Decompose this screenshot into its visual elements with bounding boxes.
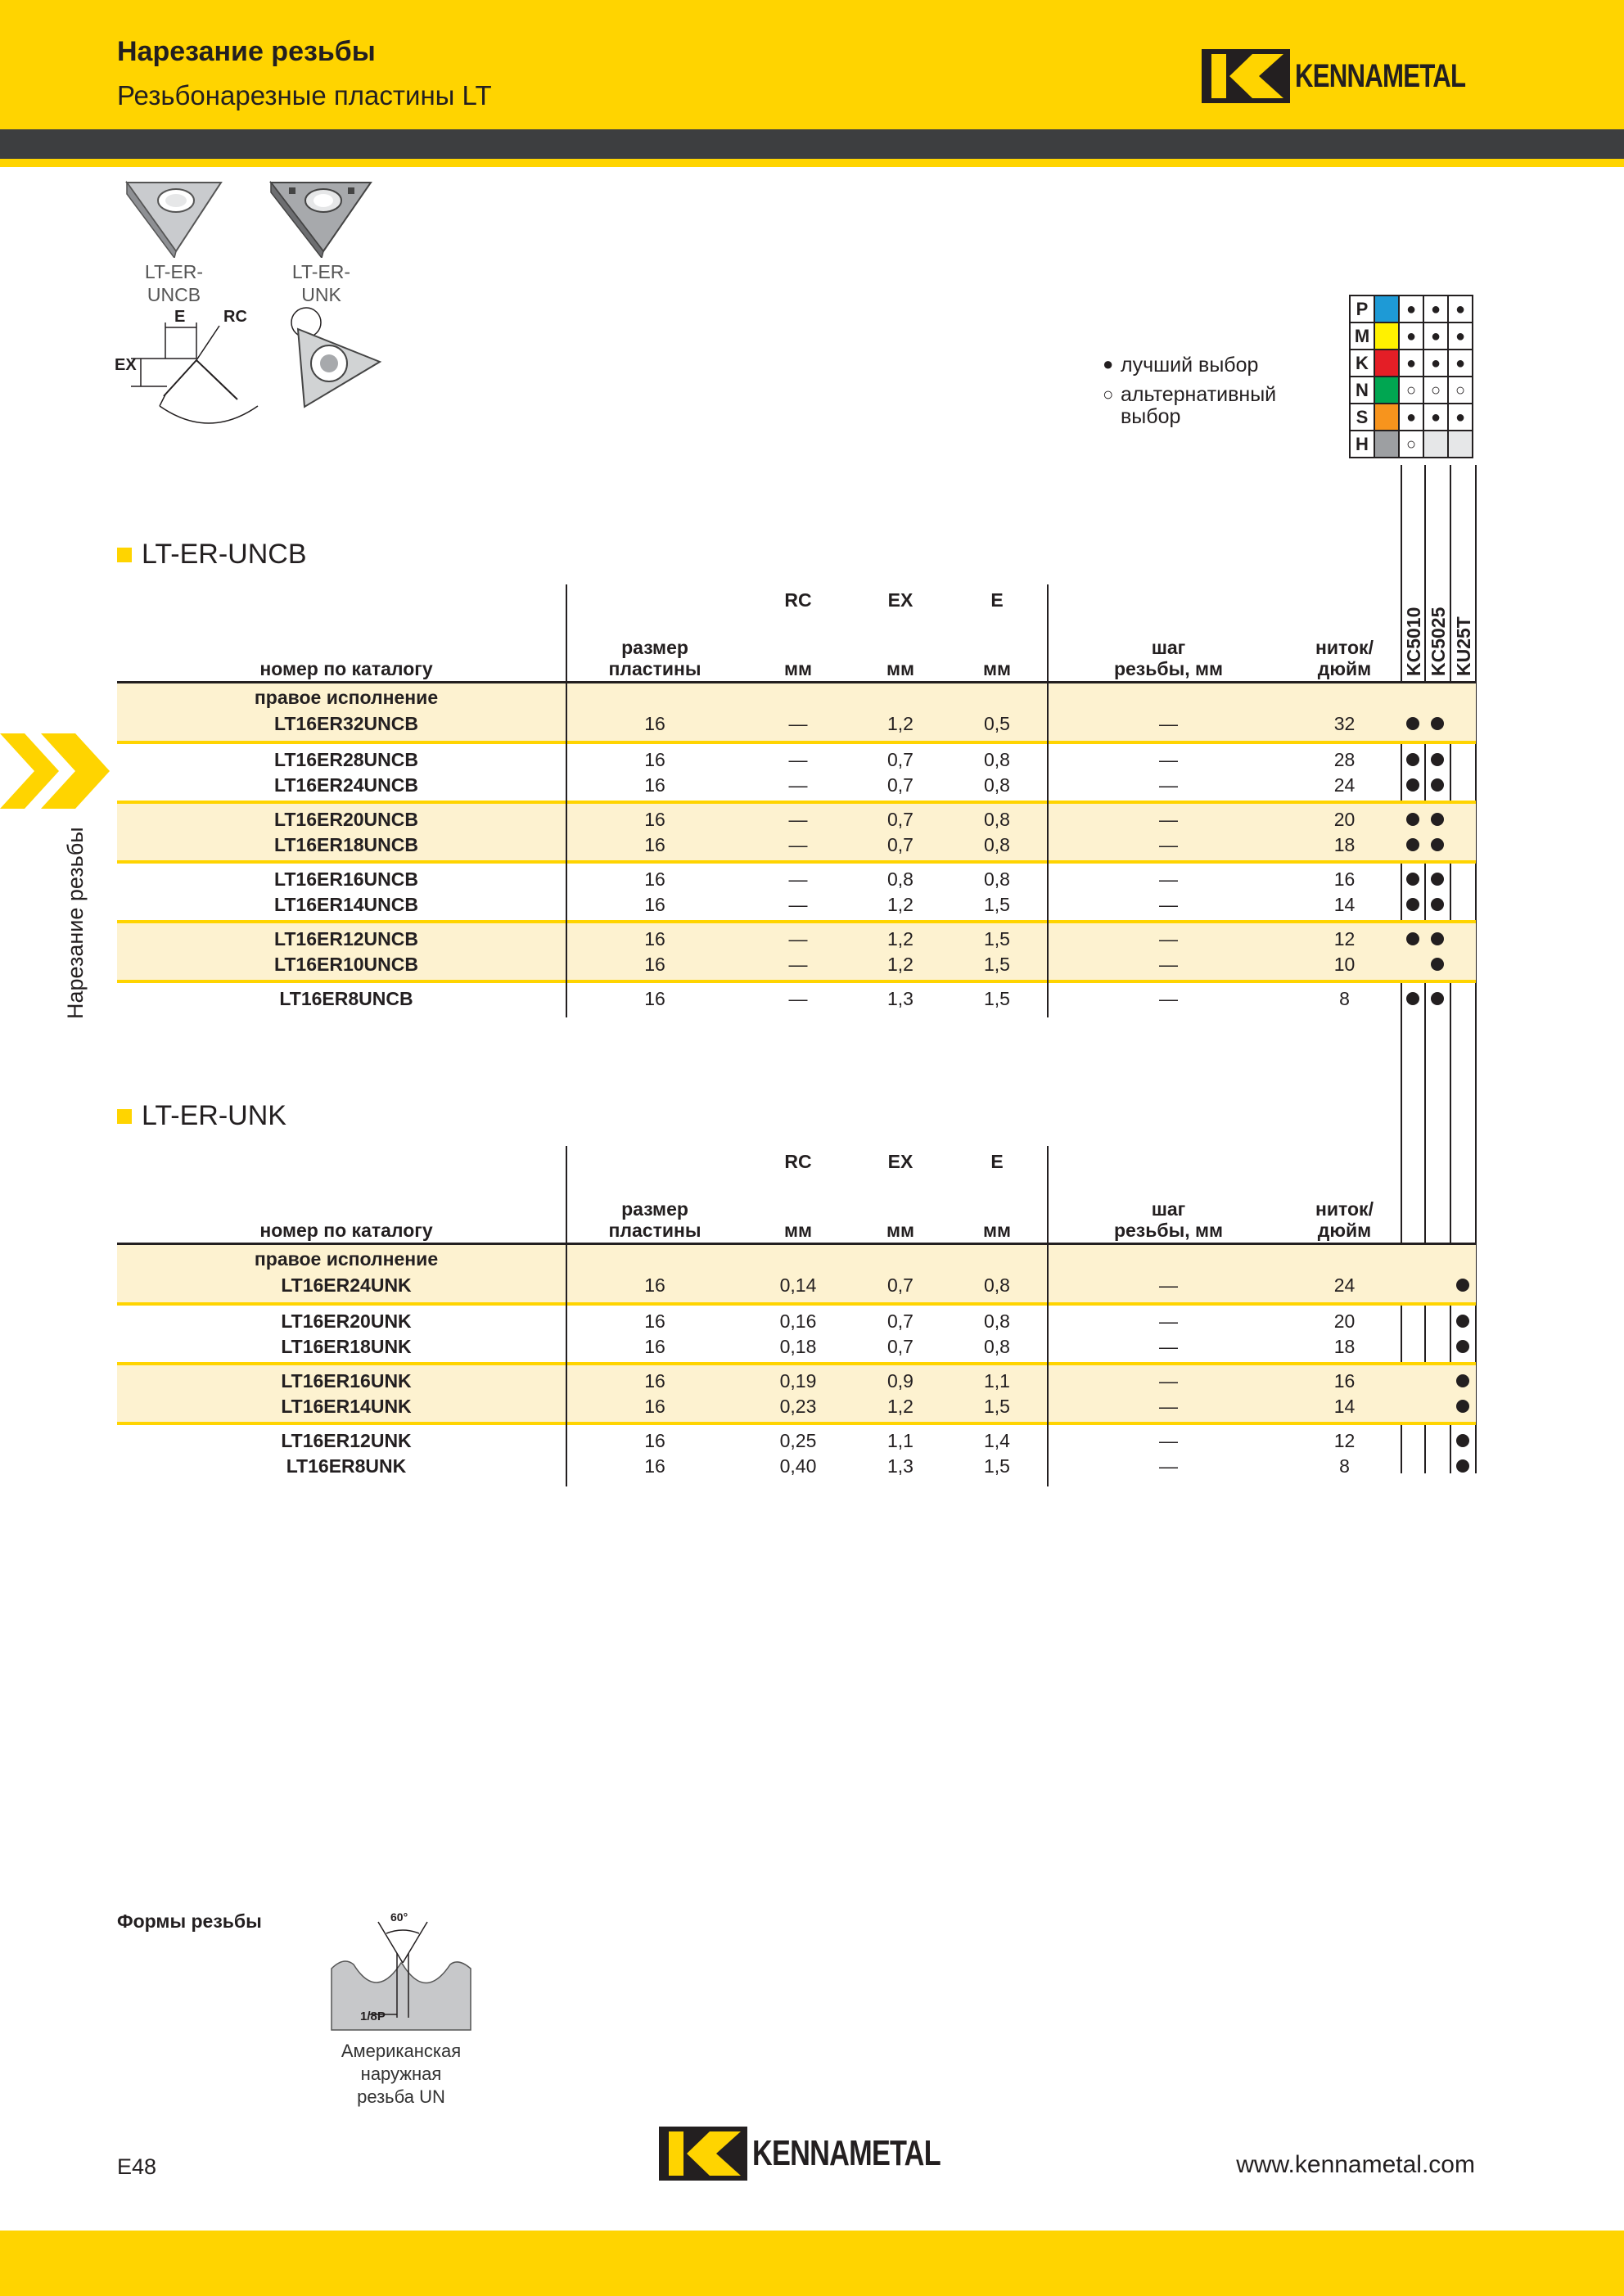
pitch-value: — bbox=[1159, 834, 1178, 855]
header-pitch: шаг резьбы, мм bbox=[1113, 1198, 1224, 1241]
yellow-square-icon bbox=[117, 548, 132, 562]
ex-value: 1,1 bbox=[887, 1430, 914, 1451]
best-choice-dot-icon bbox=[1431, 753, 1444, 766]
header-catalog: номер по каталогу bbox=[259, 658, 433, 679]
catalog-number: LT16ER14UNK bbox=[281, 1396, 412, 1417]
tpi-value: 8 bbox=[1339, 988, 1350, 1009]
e-value: 0,5 bbox=[984, 713, 1010, 734]
header-yellow-stripe bbox=[0, 159, 1624, 167]
best-choice-dot-icon bbox=[1431, 873, 1444, 886]
rc-value: — bbox=[788, 954, 808, 975]
iso-color-swatch bbox=[1374, 350, 1399, 377]
e-value: 1,5 bbox=[984, 988, 1010, 1009]
e-value: 1,5 bbox=[984, 1455, 1010, 1477]
page-number: E48 bbox=[117, 2154, 157, 2179]
header-e: E bbox=[990, 1151, 1004, 1172]
iso-row-m bbox=[1350, 323, 1473, 350]
best-choice-dot-icon bbox=[1456, 1374, 1469, 1387]
table-column-divider bbox=[566, 584, 567, 1017]
iso-suitability-mark: ○ bbox=[1399, 431, 1423, 458]
pitch-value: — bbox=[1159, 774, 1178, 796]
best-choice-dot-icon bbox=[1431, 778, 1444, 792]
iso-letter: M bbox=[1350, 323, 1374, 350]
best-choice-dot-icon bbox=[1456, 1459, 1469, 1473]
iso-color-swatch bbox=[1374, 295, 1399, 323]
catalog-number: LT16ER28UNCB bbox=[274, 749, 418, 770]
grade-label-kc5025: KC5025 bbox=[1428, 607, 1449, 676]
insert-size: 16 bbox=[644, 774, 665, 796]
e-value: 0,8 bbox=[984, 1336, 1010, 1357]
e-value: 1,1 bbox=[984, 1370, 1010, 1392]
insert-size: 16 bbox=[644, 894, 665, 915]
iso-suitability-mark: ● bbox=[1423, 350, 1448, 377]
iso-suitability-mark: ● bbox=[1399, 404, 1423, 431]
best-choice-dot-icon bbox=[1431, 838, 1444, 851]
best-choice-dot-icon bbox=[1406, 813, 1419, 826]
insert-size: 16 bbox=[644, 1430, 665, 1451]
best-choice-dot-icon bbox=[1431, 932, 1444, 945]
best-choice-dot-icon bbox=[1456, 1434, 1469, 1447]
section-title-uncb: LT-ER-UNCB bbox=[117, 539, 307, 571]
pitch-value: — bbox=[1159, 988, 1178, 1009]
pitch-value: — bbox=[1159, 1396, 1178, 1417]
hand-label: правое исполнение bbox=[254, 1248, 439, 1270]
tpi-value: 32 bbox=[1333, 713, 1356, 734]
iso-letter: P bbox=[1350, 295, 1374, 323]
un-thread-profile-drawing bbox=[327, 1907, 475, 2038]
rc-value: — bbox=[788, 834, 808, 855]
insert-size: 16 bbox=[644, 1336, 665, 1357]
insert-size: 16 bbox=[644, 1310, 665, 1332]
rc-value: — bbox=[788, 988, 808, 1009]
iso-suitability-mark: ● bbox=[1399, 350, 1423, 377]
catalog-number: LT16ER12UNK bbox=[281, 1430, 412, 1451]
dim-ex-label: EX bbox=[115, 356, 137, 374]
page-subtitle: Резьбонарезные пластины LT bbox=[117, 80, 492, 111]
tpi-value: 14 bbox=[1333, 1396, 1356, 1417]
e-value: 0,8 bbox=[984, 1310, 1010, 1332]
thread-form-caption: Американская наружная резьба UN bbox=[341, 2041, 462, 2107]
iso-suitability-mark bbox=[1423, 431, 1448, 458]
e-value: 0,8 bbox=[984, 774, 1010, 796]
best-choice-dot-icon bbox=[1456, 1340, 1469, 1353]
e-value: 1,5 bbox=[984, 1396, 1010, 1417]
catalog-number: LT16ER16UNCB bbox=[274, 868, 418, 890]
iso-suitability-mark: ● bbox=[1448, 350, 1473, 377]
kennametal-k-icon bbox=[1202, 49, 1290, 103]
e-value: 0,8 bbox=[984, 834, 1010, 855]
insert-unk-caption: LT-ER- UNK bbox=[291, 261, 351, 305]
rc-value: — bbox=[788, 868, 808, 890]
page-title: Нарезание резьбы bbox=[117, 36, 376, 67]
pitch-value: — bbox=[1159, 894, 1178, 915]
filled-dot-icon: ● bbox=[1103, 354, 1114, 374]
best-choice-dot-icon bbox=[1431, 958, 1444, 971]
header-dark-stripe bbox=[0, 129, 1624, 159]
insert-size: 16 bbox=[644, 928, 665, 950]
legend-best: ● лучший выбор bbox=[1103, 354, 1259, 377]
ex-value: 1,3 bbox=[887, 988, 914, 1009]
iso-suitability-mark: ● bbox=[1423, 404, 1448, 431]
catalog-number: LT16ER24UNK bbox=[281, 1274, 412, 1296]
catalog-number: LT16ER14UNCB bbox=[274, 894, 418, 915]
e-value: 0,8 bbox=[984, 1274, 1010, 1296]
website-link[interactable]: www.kennametal.com bbox=[1236, 2151, 1475, 2178]
footer-bar bbox=[0, 2231, 1624, 2296]
catalog-number: LT16ER16UNK bbox=[281, 1370, 412, 1392]
rc-value: — bbox=[788, 809, 808, 830]
rc-value: 0,18 bbox=[779, 1336, 817, 1357]
tpi-value: 18 bbox=[1333, 1336, 1356, 1357]
best-choice-dot-icon bbox=[1406, 898, 1419, 911]
insert-size: 16 bbox=[644, 1455, 665, 1477]
section-title-unk: LT-ER-UNK bbox=[117, 1100, 286, 1132]
tpi-value: 24 bbox=[1333, 1274, 1356, 1296]
tpi-value: 28 bbox=[1333, 749, 1356, 770]
catalog-number: LT16ER10UNCB bbox=[274, 954, 418, 975]
insert-size: 16 bbox=[644, 988, 665, 1009]
header-rc-unit: мм bbox=[783, 1220, 813, 1241]
tpi-value: 16 bbox=[1333, 1370, 1356, 1392]
header-rc: RC bbox=[784, 1151, 812, 1172]
rc-value: — bbox=[788, 749, 808, 770]
e-value: 0,8 bbox=[984, 868, 1010, 890]
insert-size: 16 bbox=[644, 1396, 665, 1417]
iso-letter: N bbox=[1350, 377, 1374, 404]
tpi-value: 24 bbox=[1333, 774, 1356, 796]
insert-size: 16 bbox=[644, 868, 665, 890]
rc-value: — bbox=[788, 894, 808, 915]
tpi-value: 10 bbox=[1333, 954, 1356, 975]
ex-value: 1,2 bbox=[887, 1396, 914, 1417]
e-value: 0,8 bbox=[984, 749, 1010, 770]
rc-value: 0,23 bbox=[779, 1396, 817, 1417]
pitch-value: — bbox=[1159, 868, 1178, 890]
iso-color-swatch bbox=[1374, 404, 1399, 431]
pitch-value: — bbox=[1159, 954, 1178, 975]
pitch-value: — bbox=[1159, 749, 1178, 770]
rc-value: 0,40 bbox=[779, 1455, 817, 1477]
ex-value: 0,7 bbox=[887, 834, 914, 855]
ex-value: 0,7 bbox=[887, 749, 914, 770]
pitch-value: — bbox=[1159, 1430, 1178, 1451]
insert-size: 16 bbox=[644, 749, 665, 770]
insert-unk-image bbox=[266, 176, 372, 258]
kennametal-k-icon bbox=[659, 2127, 747, 2181]
ex-value: 1,2 bbox=[887, 928, 914, 950]
ex-value: 0,7 bbox=[887, 809, 914, 830]
group-separator bbox=[117, 1422, 1476, 1425]
iso-material-grid bbox=[1349, 295, 1473, 458]
tpi-value: 14 bbox=[1333, 894, 1356, 915]
header-tpi: ниток/ дюйм bbox=[1315, 1198, 1374, 1241]
header-size: размер пластины bbox=[608, 1198, 701, 1241]
yellow-square-icon bbox=[117, 1109, 132, 1124]
ex-value: 0,9 bbox=[887, 1370, 914, 1392]
tpi-value: 18 bbox=[1333, 834, 1356, 855]
dim-rc-label: RC bbox=[223, 308, 247, 326]
insert-size: 16 bbox=[644, 809, 665, 830]
catalog-number: LT16ER18UNK bbox=[281, 1336, 412, 1357]
tpi-value: 20 bbox=[1333, 809, 1356, 830]
iso-suitability-mark: ○ bbox=[1448, 377, 1473, 404]
e-value: 0,8 bbox=[984, 809, 1010, 830]
e-value: 1,4 bbox=[984, 1430, 1010, 1451]
best-choice-dot-icon bbox=[1431, 898, 1444, 911]
rc-value: — bbox=[788, 928, 808, 950]
best-choice-dot-icon bbox=[1406, 717, 1419, 730]
pitch-value: — bbox=[1159, 1336, 1178, 1357]
pitch-value: — bbox=[1159, 1455, 1178, 1477]
iso-color-swatch bbox=[1374, 431, 1399, 458]
rc-value: — bbox=[788, 713, 808, 734]
table-column-divider bbox=[566, 1146, 567, 1486]
group-separator bbox=[117, 980, 1476, 983]
ex-value: 1,2 bbox=[887, 894, 914, 915]
insert-size: 16 bbox=[644, 713, 665, 734]
tpi-value: 20 bbox=[1333, 1310, 1356, 1332]
e-value: 1,5 bbox=[984, 954, 1010, 975]
ex-value: 0,7 bbox=[887, 1336, 914, 1357]
tpi-value: 16 bbox=[1333, 868, 1356, 890]
best-choice-dot-icon bbox=[1431, 992, 1444, 1005]
insert-uncb-image bbox=[119, 176, 225, 258]
header-ex: EX bbox=[887, 1151, 914, 1172]
insert-uncb-caption: LT-ER- UNCB bbox=[144, 261, 204, 305]
header-e-unit: мм bbox=[982, 1220, 1012, 1241]
group-separator bbox=[117, 860, 1476, 864]
catalog-number: LT16ER12UNCB bbox=[274, 928, 418, 950]
header-ex-unit: мм bbox=[886, 658, 915, 679]
best-choice-dot-icon bbox=[1431, 813, 1444, 826]
section-tab-chevron-icon bbox=[0, 733, 115, 809]
iso-suitability-mark: ○ bbox=[1399, 377, 1423, 404]
thread-form-title: Формы резьбы bbox=[117, 1910, 262, 1932]
rc-value: 0,19 bbox=[779, 1370, 817, 1392]
e-value: 1,5 bbox=[984, 894, 1010, 915]
rc-value: 0,14 bbox=[779, 1274, 817, 1296]
iso-row-n bbox=[1350, 377, 1473, 404]
tpi-value: 8 bbox=[1339, 1455, 1350, 1477]
thread-angle-label: 60° bbox=[390, 1910, 408, 1924]
ex-value: 0,7 bbox=[887, 1274, 914, 1296]
iso-suitability-mark: ● bbox=[1448, 295, 1473, 323]
insert-size: 16 bbox=[644, 1274, 665, 1296]
iso-letter: K bbox=[1350, 350, 1374, 377]
iso-letter: S bbox=[1350, 404, 1374, 431]
catalog-number: LT16ER32UNCB bbox=[274, 713, 418, 734]
best-choice-dot-icon bbox=[1406, 838, 1419, 851]
catalog-number: LT16ER18UNCB bbox=[274, 834, 418, 855]
ex-value: 1,2 bbox=[887, 954, 914, 975]
ex-value: 0,8 bbox=[887, 868, 914, 890]
grade-label-kc5010: KC5010 bbox=[1403, 607, 1424, 676]
pitch-value: — bbox=[1159, 1274, 1178, 1296]
thread-pitch-label: 1/8P bbox=[360, 2010, 386, 2023]
table-column-divider bbox=[1047, 584, 1049, 1017]
ex-value: 1,3 bbox=[887, 1455, 914, 1477]
header-pitch: шаг резьбы, мм bbox=[1113, 637, 1224, 679]
iso-color-swatch bbox=[1374, 323, 1399, 350]
legend-alt: ○ альтернативный выбор bbox=[1103, 383, 1277, 428]
header-e: E bbox=[990, 589, 1004, 611]
group-separator bbox=[117, 741, 1476, 744]
pitch-value: — bbox=[1159, 1310, 1178, 1332]
best-choice-dot-icon bbox=[1406, 778, 1419, 792]
header-size: размер пластины bbox=[608, 637, 701, 679]
pitch-value: — bbox=[1159, 809, 1178, 830]
catalog-number: LT16ER8UNCB bbox=[279, 988, 413, 1009]
best-choice-dot-icon bbox=[1456, 1315, 1469, 1328]
best-choice-dot-icon bbox=[1456, 1400, 1469, 1413]
insert-top-view-drawing bbox=[288, 304, 390, 411]
iso-suitability-mark: ● bbox=[1399, 295, 1423, 323]
iso-suitability-mark: ○ bbox=[1423, 377, 1448, 404]
tpi-value: 12 bbox=[1333, 1430, 1356, 1451]
ex-value: 0,7 bbox=[887, 1310, 914, 1332]
brand-logo: KENNAMETAL bbox=[1202, 49, 1513, 103]
tpi-value: 12 bbox=[1333, 928, 1356, 950]
ex-value: 0,7 bbox=[887, 774, 914, 796]
iso-row-s bbox=[1350, 404, 1473, 431]
grade-label-ku25t: KU25T bbox=[1453, 616, 1474, 676]
ex-value: 1,2 bbox=[887, 713, 914, 734]
hollow-dot-icon: ○ bbox=[1103, 384, 1114, 404]
header-ex-unit: мм bbox=[886, 1220, 915, 1241]
insert-dimension-drawing bbox=[115, 309, 266, 440]
rc-value: 0,16 bbox=[779, 1310, 817, 1332]
catalog-number: LT16ER24UNCB bbox=[274, 774, 418, 796]
iso-suitability-mark: ● bbox=[1423, 295, 1448, 323]
header-catalog: номер по каталогу bbox=[259, 1220, 433, 1241]
iso-suitability-mark: ● bbox=[1448, 323, 1473, 350]
best-choice-dot-icon bbox=[1456, 1279, 1469, 1292]
header-e-unit: мм bbox=[982, 658, 1012, 679]
best-choice-dot-icon bbox=[1406, 992, 1419, 1005]
header-ex: EX bbox=[887, 589, 914, 611]
header-tpi: ниток/ дюйм bbox=[1315, 637, 1374, 679]
insert-size: 16 bbox=[644, 1370, 665, 1392]
catalog-number: LT16ER20UNCB bbox=[274, 809, 418, 830]
iso-color-swatch bbox=[1374, 377, 1399, 404]
insert-size: 16 bbox=[644, 834, 665, 855]
insert-size: 16 bbox=[644, 954, 665, 975]
side-tab-label: Нарезание резьбы bbox=[63, 827, 88, 1019]
best-choice-dot-icon bbox=[1431, 717, 1444, 730]
best-choice-dot-icon bbox=[1406, 873, 1419, 886]
iso-suitability-mark bbox=[1448, 431, 1473, 458]
header-rc: RC bbox=[784, 589, 812, 611]
best-choice-dot-icon bbox=[1406, 753, 1419, 766]
table-column-divider bbox=[1047, 1146, 1049, 1486]
rc-value: — bbox=[788, 774, 808, 796]
iso-letter: H bbox=[1350, 431, 1374, 458]
hand-label: правое исполнение bbox=[254, 687, 439, 708]
e-value: 1,5 bbox=[984, 928, 1010, 950]
iso-suitability-mark: ● bbox=[1448, 404, 1473, 431]
header-rc-unit: мм bbox=[783, 658, 813, 679]
iso-row-h bbox=[1350, 431, 1473, 458]
pitch-value: — bbox=[1159, 1370, 1178, 1392]
footer-brand-logo: KENNAMETAL bbox=[659, 2127, 994, 2181]
dim-e-label: E bbox=[174, 308, 186, 326]
iso-suitability-mark: ● bbox=[1399, 323, 1423, 350]
best-choice-dot-icon bbox=[1406, 932, 1419, 945]
pitch-value: — bbox=[1159, 713, 1178, 734]
rc-value: 0,25 bbox=[779, 1430, 817, 1451]
iso-row-k bbox=[1350, 350, 1473, 377]
catalog-number: LT16ER8UNK bbox=[286, 1455, 407, 1477]
catalog-number: LT16ER20UNK bbox=[281, 1310, 412, 1332]
iso-row-p bbox=[1350, 295, 1473, 323]
pitch-value: — bbox=[1159, 928, 1178, 950]
group-separator bbox=[117, 1302, 1476, 1306]
iso-suitability-mark: ● bbox=[1423, 323, 1448, 350]
